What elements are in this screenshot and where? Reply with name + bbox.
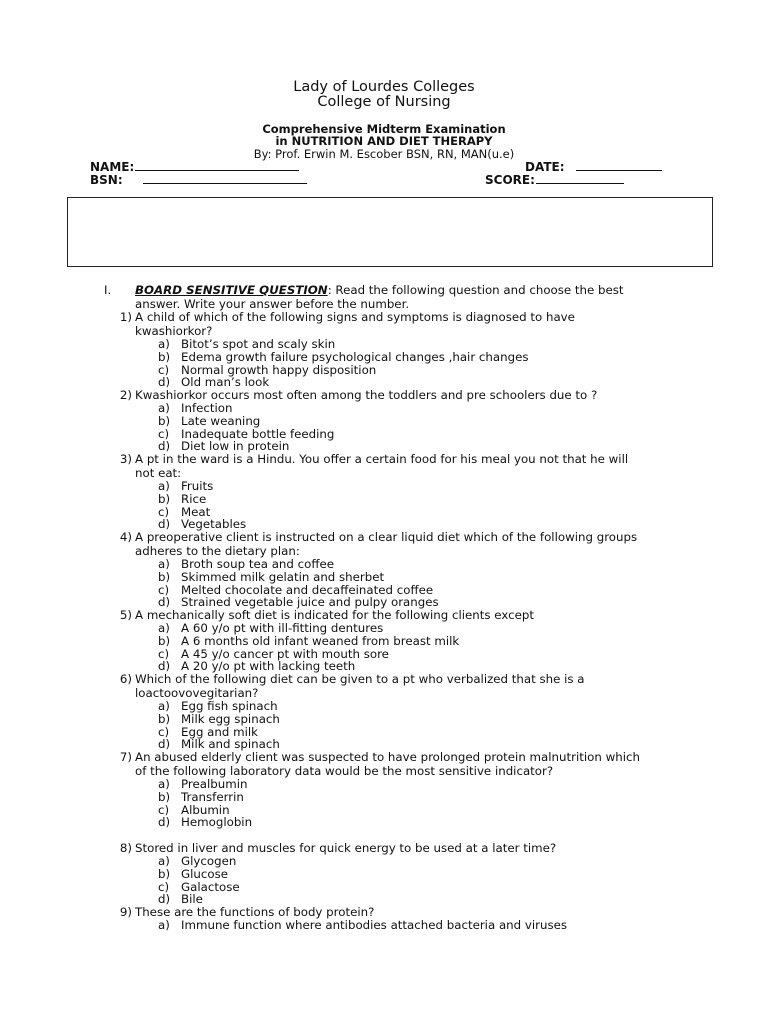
option-letter: a) xyxy=(158,401,170,415)
score-blank[interactable] xyxy=(536,172,624,184)
option-letter: a) xyxy=(158,918,170,932)
option-letter: b) xyxy=(158,634,171,648)
question-text: A mechanically soft diet is indicated for the following clients except xyxy=(135,608,534,622)
option-text: Milk and spinach xyxy=(181,737,280,751)
date-blank[interactable] xyxy=(576,159,662,171)
school-name: Lady of Lourdes Colleges xyxy=(293,79,475,95)
option-text: Edema growth failure psychological changes ,hair changes xyxy=(181,350,529,364)
question-text: These are the functions of body protein? xyxy=(135,905,375,919)
option-letter: d) xyxy=(158,595,171,609)
option-letter: d) xyxy=(158,892,171,906)
option-letter: a) xyxy=(158,699,170,713)
question-text: Which of the following diet can be given to a pt who verbalized that she is a xyxy=(135,672,585,686)
question-number: 9) xyxy=(119,905,132,919)
option-letter: a) xyxy=(158,557,170,571)
bsn-field[interactable] xyxy=(90,172,307,187)
question-number: 5) xyxy=(119,608,132,622)
score-label: SCORE: xyxy=(485,173,535,187)
question-text: An abused elderly client was suspected to have prolonged protein malnutrition which xyxy=(135,750,640,764)
option-letter: b) xyxy=(158,570,171,584)
question-number: 1) xyxy=(119,310,132,324)
question-text: not eat: xyxy=(135,466,182,480)
option-letter: c) xyxy=(158,427,170,441)
score-field[interactable] xyxy=(485,172,624,187)
option-letter: a) xyxy=(158,854,170,868)
option-letter: c) xyxy=(158,725,170,739)
option-text: Transferrin xyxy=(181,790,244,804)
question-text: A pt in the ward is a Hindu. You offer a certain food for his meal you not that he will xyxy=(135,452,629,466)
option-text: Prealbumin xyxy=(181,777,248,791)
question-number: 6) xyxy=(119,672,132,686)
exam-author: By: Prof. Erwin M. Escober BSN, RN, MAN(u.e) xyxy=(253,147,515,161)
option-text: Broth soup tea and coffee xyxy=(181,557,334,571)
bsn-blank[interactable] xyxy=(143,172,307,184)
option-letter: c) xyxy=(158,880,170,894)
option-letter: b) xyxy=(158,790,171,804)
option-letter: b) xyxy=(158,350,171,364)
option-text: Egg fish spinach xyxy=(181,699,278,713)
answer-box xyxy=(67,197,713,267)
option-text: Rice xyxy=(181,492,207,506)
option-text: Skimmed milk gelatin and sherbet xyxy=(181,570,385,584)
option-text: Milk egg spinach xyxy=(181,712,280,726)
option-text: Galactose xyxy=(181,880,240,894)
option-letter: c) xyxy=(158,583,170,597)
option-letter: a) xyxy=(158,337,170,351)
option-text: Egg and milk xyxy=(181,725,259,739)
option-letter: c) xyxy=(158,803,170,817)
option-text: A 60 y/o pt with ill-fitting dentures xyxy=(181,621,384,635)
question-text: of the following laboratory data would be the most sensitive indicator? xyxy=(135,764,554,778)
option-text: A 45 y/o cancer pt with mouth sore xyxy=(181,647,389,661)
college-name: College of Nursing xyxy=(317,94,451,110)
question-number: 7) xyxy=(119,750,132,764)
date-label: DATE: xyxy=(525,160,565,174)
bsn-label: BSN: xyxy=(90,173,123,187)
option-text: Fruits xyxy=(181,479,214,493)
question-text: adheres to the dietary plan: xyxy=(135,544,300,558)
option-letter: d) xyxy=(158,439,171,453)
option-letter: d) xyxy=(158,815,171,829)
option-text: Bile xyxy=(181,892,203,906)
name-blank[interactable] xyxy=(135,159,299,171)
section-title: BOARD SENSITIVE QUESTION xyxy=(135,283,328,297)
exam-subject: in NUTRITION AND DIET THERAPY xyxy=(275,134,493,148)
option-text: A 20 y/o pt with lacking teeth xyxy=(181,659,356,673)
section-roman: I. xyxy=(104,283,112,297)
section-instruction-line1: : Read the following question and choose the best xyxy=(327,283,624,297)
section-instruction xyxy=(135,284,624,297)
option-text: Hemoglobin xyxy=(181,815,253,829)
option-letter: d) xyxy=(158,375,171,389)
option-text: Albumin xyxy=(181,803,230,817)
option-letter: b) xyxy=(158,712,171,726)
option-text: Infection xyxy=(181,401,233,415)
option-text: Meat xyxy=(181,505,211,519)
option-text: Diet low in protein xyxy=(181,439,290,453)
option-letter: a) xyxy=(158,479,170,493)
section-instruction-line2: answer. Write your answer before the number. xyxy=(135,297,410,311)
exam-title: Comprehensive Midterm Examination xyxy=(262,122,506,136)
option-letter: a) xyxy=(158,621,170,635)
option-letter: d) xyxy=(158,659,171,673)
option-letter: b) xyxy=(158,867,171,881)
option-letter: c) xyxy=(158,647,170,661)
question-number: 3) xyxy=(119,452,132,466)
option-text: Immune function where antibodies attached bacteria and viruses xyxy=(181,918,568,932)
option-letter: d) xyxy=(158,737,171,751)
option-letter: b) xyxy=(158,414,171,428)
option-letter: c) xyxy=(158,505,170,519)
question-number: 8) xyxy=(119,841,132,855)
option-letter: b) xyxy=(158,492,171,506)
option-text: Strained vegetable juice and pulpy oranges xyxy=(181,595,439,609)
option-text: Vegetables xyxy=(181,517,247,531)
question-text: loactoovovegitarian? xyxy=(135,686,259,700)
question-number: 2) xyxy=(119,388,132,402)
option-text: A 6 months old infant weaned from breast milk xyxy=(181,634,460,648)
question-text: A child of which of the following signs and symptoms is diagnosed to have xyxy=(135,310,575,324)
question-text: Stored in liver and muscles for quick energy to be used at a later time? xyxy=(135,841,557,855)
option-text: Old man’s look xyxy=(181,375,270,389)
option-text: Glucose xyxy=(181,867,229,881)
question-text: A preoperative client is instructed on a clear liquid diet which of the following groups xyxy=(135,530,638,544)
option-text: Bitot’s spot and scaly skin xyxy=(181,337,336,351)
question-text: kwashiorkor? xyxy=(135,324,213,338)
option-letter: c) xyxy=(158,363,170,377)
option-text: Inadequate bottle feeding xyxy=(181,427,335,441)
question-text: Kwashiorkor occurs most often among the toddlers and pre schoolers due to ? xyxy=(135,388,598,402)
option-text: Melted chocolate and decaffeinated coffee xyxy=(181,583,434,597)
option-text: Normal growth happy disposition xyxy=(181,363,377,377)
option-text: Late weaning xyxy=(181,414,261,428)
option-letter: a) xyxy=(158,777,170,791)
question-number: 4) xyxy=(119,530,132,544)
option-letter: d) xyxy=(158,517,171,531)
option-text: Glycogen xyxy=(181,854,237,868)
name-label: NAME: xyxy=(90,160,135,174)
